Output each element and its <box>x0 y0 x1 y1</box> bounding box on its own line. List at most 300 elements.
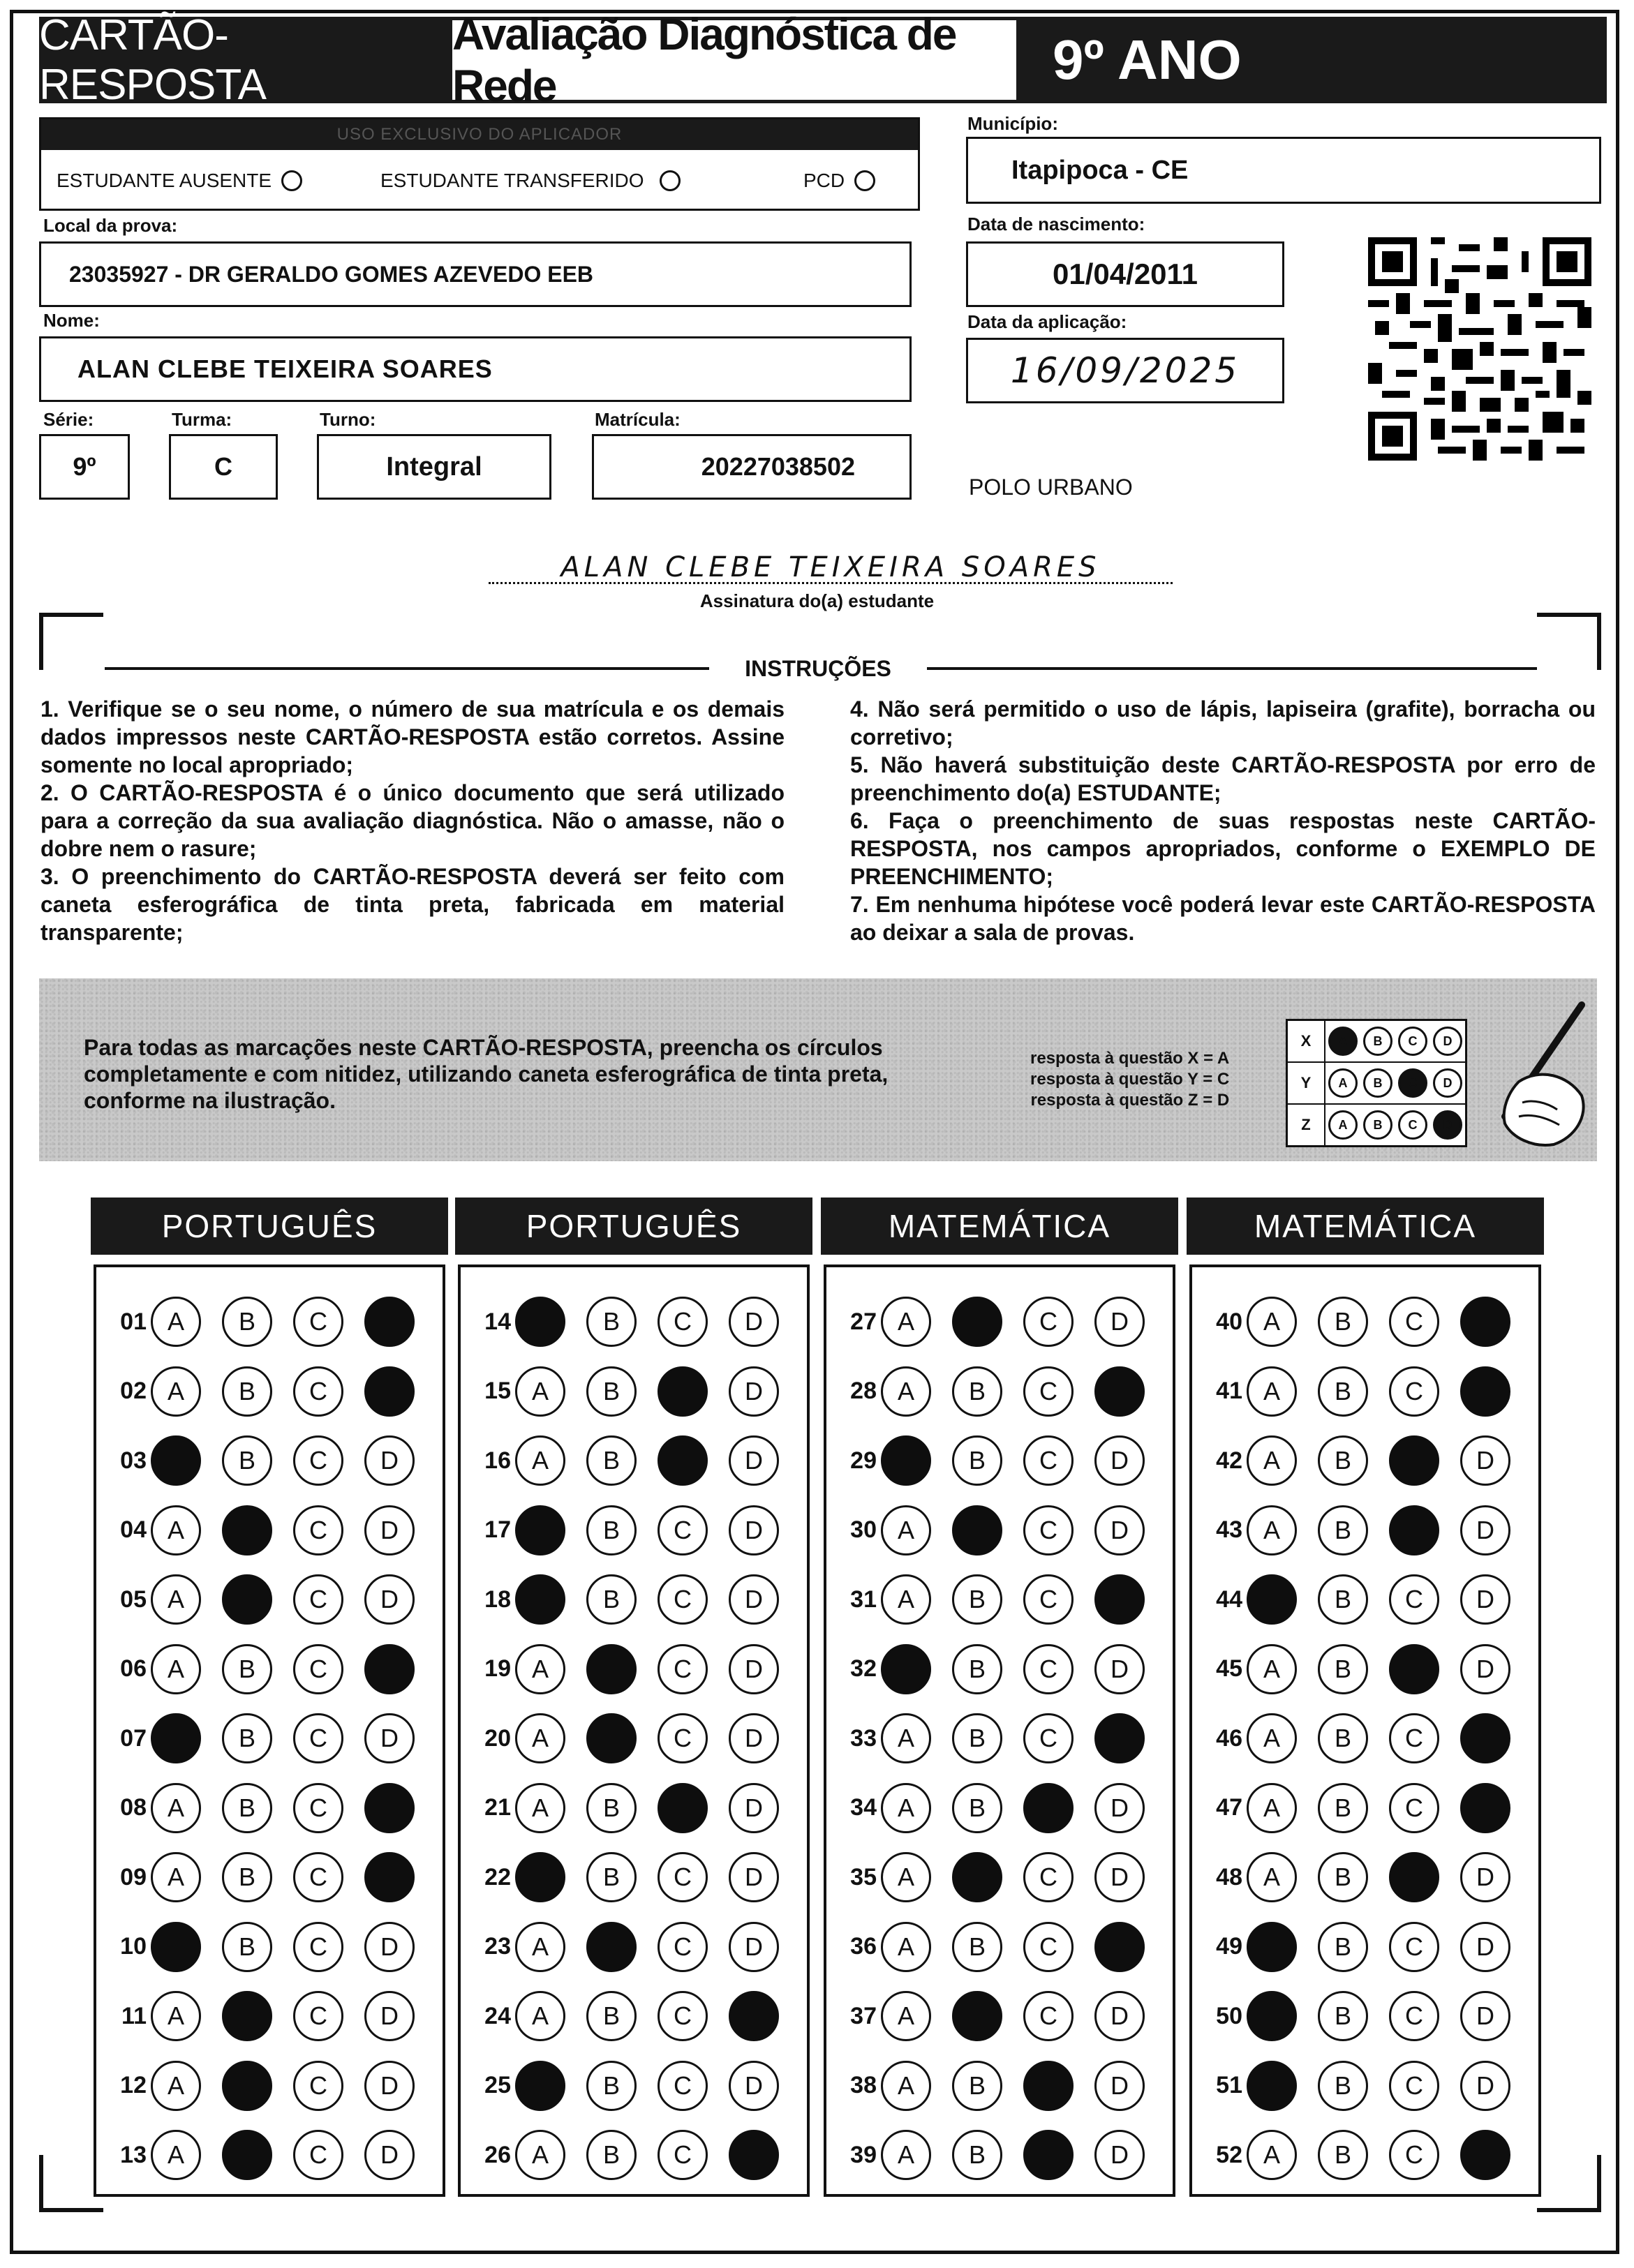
example-bubble-b: B <box>1363 1068 1392 1098</box>
answer-bubble-d[interactable] <box>729 1991 779 2041</box>
answer-bubble-d[interactable]: D <box>1094 2130 1145 2180</box>
answer-bubble-b[interactable] <box>952 1852 1002 1902</box>
answer-bubble-a[interactable]: A <box>1247 1366 1297 1417</box>
question-number: 37 <box>850 2002 877 2029</box>
answer-bubble-c[interactable]: C <box>1023 1713 1074 1763</box>
answer-bubble-a[interactable]: A <box>881 1366 931 1417</box>
answer-bubble-a[interactable]: A <box>881 1574 931 1625</box>
answer-bubble-a[interactable]: A <box>515 1991 565 2041</box>
answer-bubble-c[interactable]: C <box>293 1991 343 2041</box>
answer-bubble-b[interactable]: B <box>586 1505 637 1555</box>
answer-bubble-c[interactable] <box>658 1435 708 1486</box>
answer-bubble-c[interactable] <box>658 1783 708 1833</box>
serie-label: Série: <box>43 409 94 430</box>
answer-bubble-c[interactable] <box>1389 1852 1439 1902</box>
answer-bubble-a[interactable]: A <box>1247 1644 1297 1694</box>
answer-bubble-d[interactable]: D <box>1460 1435 1510 1486</box>
answer-bubble-b[interactable]: B <box>586 1991 637 2041</box>
question-number: 07 <box>120 1724 147 1752</box>
answer-bubble-d[interactable]: D <box>1094 1435 1145 1486</box>
answer-bubble-d[interactable]: D <box>364 1922 415 1972</box>
answer-bubble-a[interactable]: A <box>881 2130 931 2180</box>
answer-bubble-d[interactable] <box>364 1644 415 1694</box>
question-number: 52 <box>1216 2141 1242 2168</box>
answer-bubble-c[interactable]: C <box>658 1852 708 1902</box>
answer-bubble-c[interactable]: C <box>1023 1574 1074 1625</box>
answer-bubble-d[interactable]: D <box>729 2061 779 2111</box>
answer-bubble-c[interactable]: C <box>1389 1366 1439 1417</box>
column-title: PORTUGUÊS <box>455 1198 812 1255</box>
answer-bubble-d[interactable]: D <box>1094 1852 1145 1902</box>
answer-bubble-c[interactable]: C <box>658 1713 708 1763</box>
signature-text: ALAN CLEBE TEIXEIRA SOARES <box>560 551 1101 583</box>
question-number: 03 <box>120 1447 147 1474</box>
answer-bubble-d[interactable]: D <box>729 1297 779 1347</box>
answer-bubble-d[interactable]: D <box>1094 1783 1145 1833</box>
question-row <box>832 1919 1145 1975</box>
question-row <box>466 2058 779 2114</box>
answer-bubble-d[interactable] <box>1460 1783 1510 1833</box>
answer-bubble-d[interactable]: D <box>1460 1644 1510 1694</box>
absent-checkbox[interactable] <box>281 170 302 191</box>
answer-bubble-c[interactable]: C <box>293 1783 343 1833</box>
answer-bubble-c[interactable]: C <box>293 2061 343 2111</box>
answer-bubble-b[interactable] <box>952 1297 1002 1347</box>
answer-bubble-a[interactable] <box>151 1713 201 1763</box>
question-number: 25 <box>484 2072 511 2098</box>
question-row <box>466 1710 779 1766</box>
answer-bubble-a[interactable]: A <box>515 1366 565 1417</box>
answer-bubble-b[interactable] <box>586 1922 637 1972</box>
answer-bubble-b[interactable]: B <box>1318 1783 1368 1833</box>
answer-bubble-b[interactable]: B <box>952 2130 1002 2180</box>
answer-bubble-a[interactable]: A <box>1247 1852 1297 1902</box>
answer-bubble-b[interactable] <box>222 1574 272 1625</box>
local-value: 23035927 - DR GERALDO GOMES AZEVEDO EEB <box>69 261 594 287</box>
answer-bubble-d[interactable] <box>1460 1713 1510 1763</box>
answer-bubble-a[interactable]: A <box>151 1297 201 1347</box>
answer-bubble-a[interactable]: A <box>881 2061 931 2111</box>
answer-bubble-a[interactable]: A <box>151 1644 201 1694</box>
answer-bubble-a[interactable]: A <box>151 1366 201 1417</box>
question-number: 18 <box>484 1586 511 1613</box>
answer-bubble-b[interactable]: B <box>222 1644 272 1694</box>
answer-bubble-c[interactable]: C <box>1023 1644 1074 1694</box>
answer-bubble-a[interactable]: A <box>515 1922 565 1972</box>
answer-bubble-a[interactable] <box>1247 2061 1297 2111</box>
question-row <box>102 1988 415 2044</box>
header-grade: 9º ANO <box>1053 29 1242 91</box>
answer-bubble-a[interactable]: A <box>1247 1297 1297 1347</box>
example-row-label: X <box>1288 1021 1325 1061</box>
answer-bubble-d[interactable]: D <box>1094 2061 1145 2111</box>
answer-bubble-b[interactable]: B <box>952 2061 1002 2111</box>
answer-bubble-d[interactable]: D <box>729 1713 779 1763</box>
local-field <box>39 241 912 307</box>
question-row <box>102 1641 415 1697</box>
answer-bubble-b[interactable]: B <box>952 1435 1002 1486</box>
answer-bubble-b[interactable]: B <box>952 1644 1002 1694</box>
question-row <box>832 1710 1145 1766</box>
answer-bubble-b[interactable]: B <box>586 1574 637 1625</box>
answer-bubble-c[interactable]: C <box>293 1297 343 1347</box>
answer-bubble-a[interactable]: A <box>515 1783 565 1833</box>
answer-bubble-c[interactable]: C <box>293 1644 343 1694</box>
local-label: Local da prova: <box>43 215 178 236</box>
answer-bubble-b[interactable] <box>222 1505 272 1555</box>
answer-bubble-c[interactable]: C <box>293 1435 343 1486</box>
question-number: 05 <box>120 1586 147 1613</box>
answer-bubble-b[interactable]: B <box>586 1435 637 1486</box>
answer-bubble-d[interactable] <box>1094 1922 1145 1972</box>
answer-bubble-d[interactable]: D <box>1094 1991 1145 2041</box>
answer-bubble-b[interactable]: B <box>952 1922 1002 1972</box>
answer-bubble-d[interactable]: D <box>729 1852 779 1902</box>
answer-bubble-c[interactable]: C <box>658 1505 708 1555</box>
answer-bubble-a[interactable] <box>515 2061 565 2111</box>
answer-bubble-a[interactable]: A <box>881 1852 931 1902</box>
question-row <box>832 1572 1145 1627</box>
question-row <box>1198 2127 1510 2183</box>
question-row <box>1198 1849 1510 1905</box>
answer-bubble-b[interactable]: B <box>222 1922 272 1972</box>
answer-bubble-b[interactable]: B <box>1318 2130 1368 2180</box>
answer-bubble-c[interactable]: C <box>293 1713 343 1763</box>
question-row <box>102 1780 415 1836</box>
answer-bubble-b[interactable]: B <box>952 1574 1002 1625</box>
answer-bubble-c[interactable]: C <box>293 1922 343 1972</box>
example-text: Para todas as marcações neste CARTÃO-RESPOSTA, preencha os círculos completamente e com nitidez, utilizando caneta esferográfica de tinta preta, conforme na ilustração. <box>84 1035 889 1113</box>
answer-bubble-c[interactable]: C <box>1023 1366 1074 1417</box>
answer-bubble-c[interactable] <box>1023 2061 1074 2111</box>
answer-bubble-c[interactable]: C <box>1389 2061 1439 2111</box>
serie-value: 9º <box>73 452 96 481</box>
nome-value: ALAN CLEBE TEIXEIRA SOARES <box>77 355 493 383</box>
corner-bottom-left <box>39 2155 103 2212</box>
answer-bubble-b[interactable]: B <box>1318 1922 1368 1972</box>
answer-bubble-a[interactable] <box>881 1644 931 1694</box>
answer-bubble-b[interactable] <box>222 2061 272 2111</box>
question-row <box>1198 1572 1510 1627</box>
answer-bubble-b[interactable]: B <box>1318 1366 1368 1417</box>
answer-bubble-b[interactable]: B <box>952 1713 1002 1763</box>
answer-bubble-d[interactable] <box>364 1297 415 1347</box>
answer-bubble-d[interactable] <box>1094 1713 1145 1763</box>
answer-bubble-a[interactable] <box>1247 1991 1297 2041</box>
answer-bubble-d[interactable] <box>364 1852 415 1902</box>
question-number: 49 <box>1216 1933 1242 1960</box>
question-number: 32 <box>850 1655 877 1682</box>
question-number: 04 <box>120 1516 147 1543</box>
answer-bubble-b[interactable]: B <box>1318 1297 1368 1347</box>
answer-bubble-d[interactable] <box>364 1783 415 1833</box>
answer-bubble-c[interactable] <box>1023 1783 1074 1833</box>
answer-bubble-b[interactable]: B <box>1318 1574 1368 1625</box>
answer-bubble-c[interactable]: C <box>1023 1505 1074 1555</box>
question-row <box>102 1502 415 1558</box>
answer-bubble-a[interactable]: A <box>881 1505 931 1555</box>
answer-bubble-d[interactable] <box>1094 1366 1145 1417</box>
answer-bubble-d[interactable]: D <box>729 1435 779 1486</box>
example-grid <box>1286 1019 1467 1147</box>
answer-bubble-b[interactable] <box>222 2130 272 2180</box>
answer-bubble-c[interactable] <box>1389 1644 1439 1694</box>
answer-bubble-a[interactable] <box>151 1435 201 1486</box>
answer-bubble-d[interactable]: D <box>1460 1852 1510 1902</box>
answer-bubble-a[interactable]: A <box>515 1713 565 1763</box>
answer-bubble-d[interactable]: D <box>729 1644 779 1694</box>
answer-bubble-b[interactable]: B <box>1318 1644 1368 1694</box>
answer-bubble-b[interactable]: B <box>222 1852 272 1902</box>
answer-bubble-b[interactable]: B <box>1318 1852 1368 1902</box>
answer-bubble-a[interactable] <box>515 1505 565 1555</box>
signature-label: Assinatura do(a) estudante <box>699 590 935 611</box>
answer-bubble-d[interactable]: D <box>1094 1505 1145 1555</box>
answer-bubble-c[interactable]: C <box>658 1922 708 1972</box>
answer-bubble-a[interactable] <box>515 1852 565 1902</box>
example-bubble-d: D <box>1433 1110 1462 1140</box>
instructions-rule-left <box>105 667 709 670</box>
answer-bubble-a[interactable]: A <box>151 1783 201 1833</box>
question-number: 26 <box>484 2141 511 2168</box>
answer-bubble-d[interactable]: D <box>364 1713 415 1763</box>
answer-bubble-d[interactable]: D <box>1094 1644 1145 1694</box>
answer-bubble-c[interactable]: C <box>658 1991 708 2041</box>
answer-bubble-b[interactable]: B <box>586 1783 637 1833</box>
answer-bubble-a[interactable]: A <box>151 2061 201 2111</box>
answer-bubble-c[interactable]: C <box>658 2130 708 2180</box>
answer-bubble-a[interactable]: A <box>881 1783 931 1833</box>
municipio-field <box>966 137 1601 204</box>
answer-bubble-c[interactable]: C <box>1023 1435 1074 1486</box>
answer-bubble-d[interactable] <box>1460 1297 1510 1347</box>
answer-bubble-c[interactable]: C <box>293 1574 343 1625</box>
nascimento-field <box>966 241 1284 307</box>
question-number: 42 <box>1216 1447 1242 1474</box>
answer-bubble-a[interactable] <box>515 1297 565 1347</box>
answer-bubble-a[interactable]: A <box>881 1922 931 1972</box>
answer-bubble-c[interactable]: C <box>1389 1297 1439 1347</box>
answer-bubble-c[interactable]: C <box>293 1852 343 1902</box>
answer-bubble-d[interactable]: D <box>1460 2061 1510 2111</box>
answer-bubble-b[interactable] <box>952 1505 1002 1555</box>
turma-label: Turma: <box>172 409 232 430</box>
question-row <box>832 1641 1145 1697</box>
answer-bubble-d[interactable]: D <box>729 1922 779 1972</box>
answer-bubble-a[interactable]: A <box>881 1991 931 2041</box>
answer-bubble-c[interactable]: C <box>658 1297 708 1347</box>
answer-bubble-c[interactable] <box>1389 1505 1439 1555</box>
answer-bubble-d[interactable]: D <box>364 1505 415 1555</box>
answer-bubble-c[interactable]: C <box>293 1505 343 1555</box>
example-row <box>1288 1021 1465 1063</box>
answer-bubble-b[interactable]: B <box>1318 1435 1368 1486</box>
answer-bubble-b[interactable]: B <box>222 1435 272 1486</box>
answer-bubble-d[interactable]: D <box>729 1783 779 1833</box>
example-legend-y: resposta à questão Y = C <box>1030 1070 1230 1089</box>
question-row <box>102 2058 415 2114</box>
answer-bubble-c[interactable]: C <box>293 1366 343 1417</box>
answer-bubble-d[interactable]: D <box>364 2130 415 2180</box>
question-row <box>466 1502 779 1558</box>
answer-bubble-c[interactable]: C <box>1023 1922 1074 1972</box>
answer-bubble-b[interactable]: B <box>952 1783 1002 1833</box>
answer-bubble-c[interactable]: C <box>1389 2130 1439 2180</box>
answer-bubble-b[interactable] <box>952 1991 1002 2041</box>
answer-bubble-a[interactable]: A <box>515 2130 565 2180</box>
answer-bubble-a[interactable]: A <box>1247 1435 1297 1486</box>
example-band <box>39 978 1597 1161</box>
answer-bubble-a[interactable]: A <box>151 2130 201 2180</box>
answer-bubble-a[interactable] <box>881 1435 931 1486</box>
answer-bubble-d[interactable]: D <box>1460 1505 1510 1555</box>
polo-text: POLO URBANO <box>969 475 1133 500</box>
answer-bubble-c[interactable] <box>1023 2130 1074 2180</box>
answer-bubble-d[interactable]: D <box>729 1366 779 1417</box>
answer-bubble-d[interactable]: D <box>1460 1574 1510 1625</box>
example-bubble-c: C <box>1398 1110 1427 1140</box>
question-number: 38 <box>850 2072 877 2098</box>
answer-bubble-d[interactable]: D <box>729 1505 779 1555</box>
matricula-label: Matrícula: <box>595 409 681 430</box>
answer-bubble-a[interactable]: A <box>881 1713 931 1763</box>
instructions-col-left <box>40 695 785 946</box>
answer-bubble-d[interactable] <box>1460 1366 1510 1417</box>
answer-bubble-b[interactable]: B <box>1318 1713 1368 1763</box>
answer-bubble-b[interactable]: B <box>586 2061 637 2111</box>
answer-bubble-b[interactable]: B <box>222 1297 272 1347</box>
answer-bubble-a[interactable] <box>1247 1574 1297 1625</box>
question-row <box>832 1433 1145 1489</box>
answer-bubble-a[interactable]: A <box>515 1644 565 1694</box>
answer-bubble-a[interactable]: A <box>151 1505 201 1555</box>
answer-bubble-b[interactable] <box>586 1644 637 1694</box>
answer-bubble-b[interactable]: B <box>222 1713 272 1763</box>
question-row <box>1198 1641 1510 1697</box>
question-number: 02 <box>120 1378 147 1404</box>
nascimento-value: 01/04/2011 <box>1053 258 1198 290</box>
answer-bubble-d[interactable] <box>1094 1574 1145 1625</box>
answer-bubble-b[interactable] <box>222 1991 272 2041</box>
answer-bubble-c[interactable]: C <box>1389 1922 1439 1972</box>
answer-bubble-d[interactable] <box>729 2130 779 2180</box>
answer-bubble-a[interactable] <box>1247 1922 1297 1972</box>
answer-bubble-d[interactable]: D <box>1460 1922 1510 1972</box>
question-number: 29 <box>850 1447 877 1474</box>
answer-bubble-a[interactable]: A <box>515 1435 565 1486</box>
example-bubble-d: D <box>1433 1027 1462 1056</box>
transferred-checkbox[interactable] <box>660 170 681 191</box>
answer-bubble-d[interactable]: D <box>1094 1297 1145 1347</box>
question-row <box>466 1919 779 1975</box>
answer-bubble-c[interactable]: C <box>293 2130 343 2180</box>
answer-bubble-b[interactable]: B <box>1318 1991 1368 2041</box>
answer-bubble-a[interactable] <box>151 1922 201 1972</box>
answer-bubble-b[interactable]: B <box>586 1852 637 1902</box>
answer-bubble-a[interactable]: A <box>1247 2130 1297 2180</box>
question-number: 31 <box>850 1586 877 1613</box>
answer-bubble-a[interactable]: A <box>1247 1783 1297 1833</box>
question-number: 45 <box>1216 1655 1242 1682</box>
answer-bubble-b[interactable]: B <box>222 1783 272 1833</box>
question-row <box>1198 1294 1510 1350</box>
turma-field <box>169 434 278 500</box>
answer-bubble-b[interactable]: B <box>952 1366 1002 1417</box>
answer-bubble-d[interactable]: D <box>364 2061 415 2111</box>
question-row <box>466 1780 779 1836</box>
answer-bubble-c[interactable]: C <box>1389 1783 1439 1833</box>
pcd-checkbox[interactable] <box>854 170 875 191</box>
answer-bubble-b[interactable]: B <box>586 1297 637 1347</box>
question-row <box>832 2058 1145 2114</box>
answer-bubble-c[interactable]: C <box>658 1574 708 1625</box>
header-title: CARTÃO-RESPOSTA <box>39 11 267 109</box>
answer-bubble-c[interactable]: C <box>658 1644 708 1694</box>
answer-bubble-d[interactable]: D <box>364 1991 415 2041</box>
signature-line[interactable] <box>489 551 1173 584</box>
answer-bubble-c[interactable] <box>1389 1435 1439 1486</box>
answer-bubble-c[interactable]: C <box>1023 1297 1074 1347</box>
example-bubble-b: B <box>1363 1027 1392 1056</box>
answer-bubble-a[interactable]: A <box>151 1852 201 1902</box>
answer-bubble-d[interactable]: D <box>364 1574 415 1625</box>
question-number: 41 <box>1216 1378 1242 1404</box>
question-number: 12 <box>120 2072 147 2098</box>
answer-bubble-c[interactable]: C <box>1023 1852 1074 1902</box>
answer-bubble-c[interactable]: C <box>1023 1991 1074 2041</box>
answer-bubble-d[interactable]: D <box>729 1574 779 1625</box>
answer-bubble-c[interactable] <box>658 1366 708 1417</box>
answer-bubble-c[interactable]: C <box>1389 1713 1439 1763</box>
question-number: 10 <box>120 1933 147 1960</box>
aplicacao-label: Data da aplicação: <box>967 311 1127 332</box>
answer-bubble-b[interactable] <box>586 1713 637 1763</box>
aplicacao-field[interactable] <box>966 338 1284 403</box>
answer-bubble-d[interactable] <box>1460 2130 1510 2180</box>
answer-bubble-a[interactable]: A <box>151 1574 201 1625</box>
question-number: 46 <box>1216 1724 1242 1752</box>
answer-bubble-d[interactable]: D <box>364 1435 415 1486</box>
question-number: 27 <box>850 1308 877 1335</box>
answer-bubble-b[interactable]: B <box>586 1366 637 1417</box>
question-row <box>102 1364 415 1419</box>
answer-bubble-b[interactable]: B <box>1318 1505 1368 1555</box>
question-number: 08 <box>120 1794 147 1821</box>
answer-bubble-b[interactable]: B <box>586 2130 637 2180</box>
answer-bubble-c[interactable]: C <box>1389 1991 1439 2041</box>
answer-bubble-d[interactable]: D <box>1460 1991 1510 2041</box>
answer-bubble-b[interactable]: B <box>222 1366 272 1417</box>
answer-bubble-c[interactable]: C <box>658 2061 708 2111</box>
answer-bubble-a[interactable]: A <box>1247 1713 1297 1763</box>
answer-bubble-c[interactable]: C <box>1389 1574 1439 1625</box>
answer-bubble-a[interactable]: A <box>1247 1505 1297 1555</box>
instruction-6: 6. Faça o preenchimento de suas respostas neste CARTÃO-RESPOSTA, nos campos apropriados, conforme o EXEMPLO DE PREENCHIMENTO; <box>850 808 1596 889</box>
question-row <box>102 1572 415 1627</box>
answer-bubble-a[interactable]: A <box>151 1991 201 2041</box>
answer-bubble-a[interactable]: A <box>881 1297 931 1347</box>
example-row-label: Z <box>1288 1105 1325 1145</box>
answer-bubble-a[interactable] <box>515 1574 565 1625</box>
answer-bubble-d[interactable] <box>364 1366 415 1417</box>
municipio-value: Itapipoca - CE <box>1011 155 1189 185</box>
header-subtitle: Avaliação Diagnóstica de Rede <box>452 9 956 111</box>
question-number: 51 <box>1216 2072 1242 2098</box>
answer-bubble-b[interactable]: B <box>1318 2061 1368 2111</box>
question-row <box>832 1294 1145 1350</box>
question-number: 01 <box>120 1308 147 1335</box>
question-number: 09 <box>120 1863 147 1890</box>
